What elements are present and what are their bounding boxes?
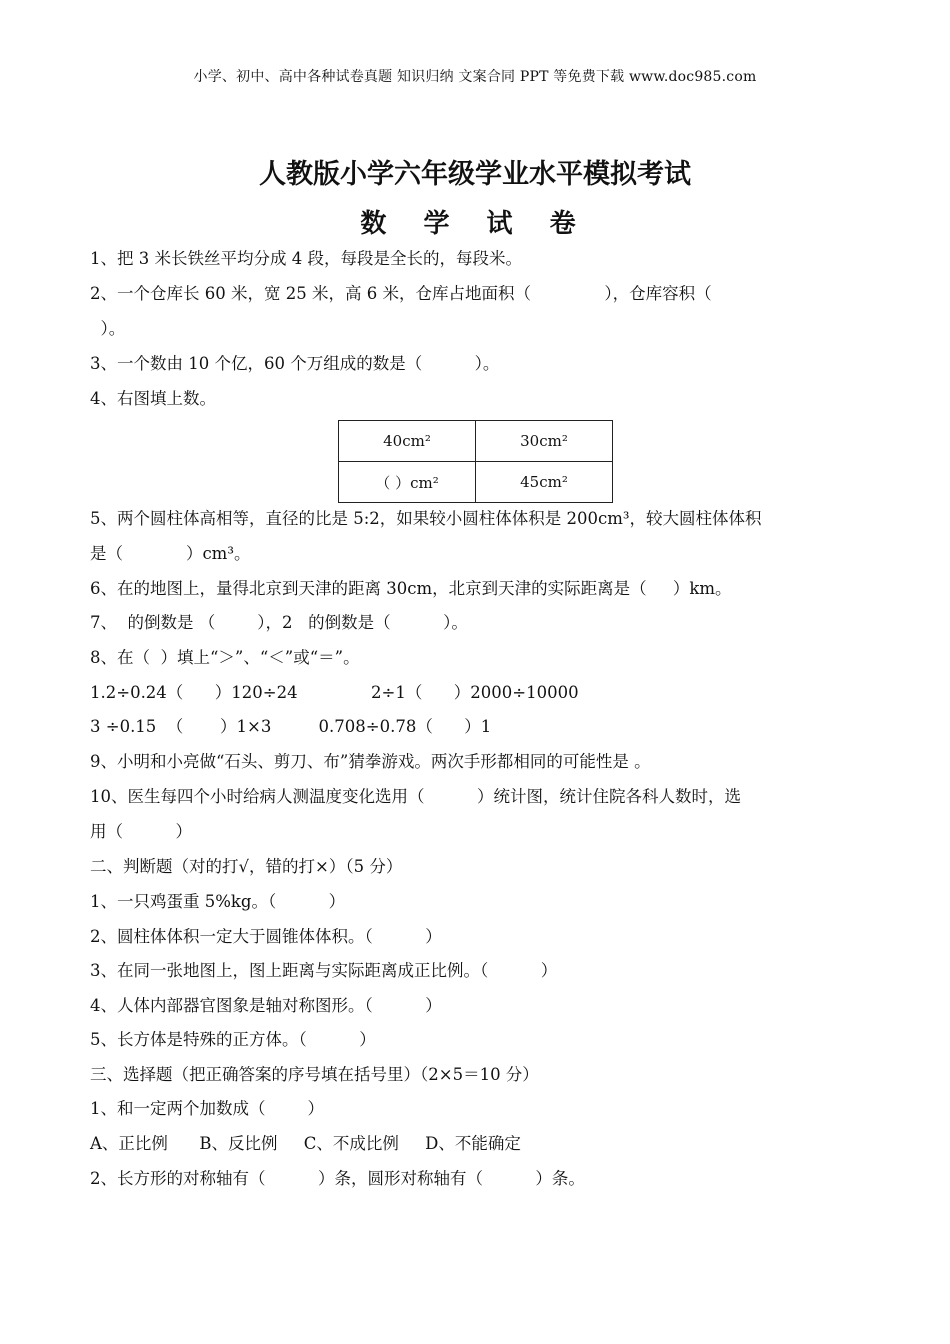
question-line: 3 ÷0.15 （ ）1×3 0.708÷0.78（ ）1 [90, 717, 492, 736]
question-line: 1.2÷0.24（ ）120÷24 2÷1（ ）2000÷10000 [90, 683, 579, 702]
question-line: 5、长方体是特殊的正方体。（ ） [90, 1030, 376, 1049]
question-line: 8、在（ ）填上“＞”、“＜”或“＝”。 [90, 648, 360, 667]
question-line: 1、和一定两个加数成（ ） [90, 1099, 324, 1118]
question-line: 6、在的地图上，量得北京到天津的距离 30cm，北京到天津的实际距离是（ ）km。 [90, 579, 732, 598]
question-line: 1、把 3 米长铁丝平均分成 4 段，每段是全长的，每段米。 [90, 249, 522, 268]
exam-title: 人教版小学六年级学业水平模拟考试 [259, 159, 691, 190]
question-line: 2、长方形的对称轴有（ ）条，圆形对称轴有（ ）条。 [90, 1169, 585, 1188]
section-heading: 二、判断题（对的打√，错的打×）（5 分） [90, 857, 403, 876]
question-line: 10、医生每四个小时给病人测温度变化选用（ ）统计图，统计住院各科人数时，选 [90, 787, 741, 806]
grid-cell: （ ）cm² [339, 462, 476, 503]
question-line: 是（ ）cm³。 [90, 544, 251, 563]
question-line: 5、两个圆柱体高相等，直径的比是 5:2，如果较小圆柱体体积是 200cm³，较大圆柱体体积 [90, 509, 762, 528]
question-line: ）。 [90, 319, 126, 338]
section-heading: 三、选择题（把正确答案的序号填在括号里）（2×5＝10 分） [90, 1065, 539, 1084]
answer-options: A、正比例 B、反比例 C、不成比例 D、不能确定 [90, 1134, 521, 1153]
question-line: 4、右图填上数。 [90, 389, 216, 408]
grid-cell: 40cm² [339, 421, 476, 462]
grid-cell: 45cm² [476, 462, 613, 503]
page-header: 小学、初中、高中各种试卷真题 知识归纳 文案合同 PPT 等免费下载 www.doc985.com [193, 69, 757, 85]
question-line: 4、人体内部器官图象是轴对称图形。（ ） [90, 996, 442, 1015]
question-line: 3、在同一张地图上，图上距离与实际距离成正比例。（ ） [90, 961, 558, 980]
question-line: 1、一只鸡蛋重 5%kg。（ ） [90, 892, 346, 911]
question-line: 7、 的倒数是 （ ），2 的倒数是（ ）。 [90, 613, 468, 632]
question-line: 9、小明和小亮做“石头、剪刀、布”猜拳游戏。两次手形都相同的可能性是 。 [90, 752, 651, 771]
exam-subtitle: 数 学 试 卷 [360, 209, 590, 239]
grid-cell: 30cm² [476, 421, 613, 462]
area-grid [338, 420, 613, 503]
question-line: 2、圆柱体体积一定大于圆锥体体积。（ ） [90, 927, 442, 946]
question-line: 3、一个数由 10 个亿，60 个万组成的数是（ ）。 [90, 354, 500, 373]
question-line: 2、一个仓库长 60 米，宽 25 米，高 6 米，仓库占地面积（ ），仓库容积（ [90, 284, 712, 303]
question-line: 用（ ） [90, 822, 192, 841]
